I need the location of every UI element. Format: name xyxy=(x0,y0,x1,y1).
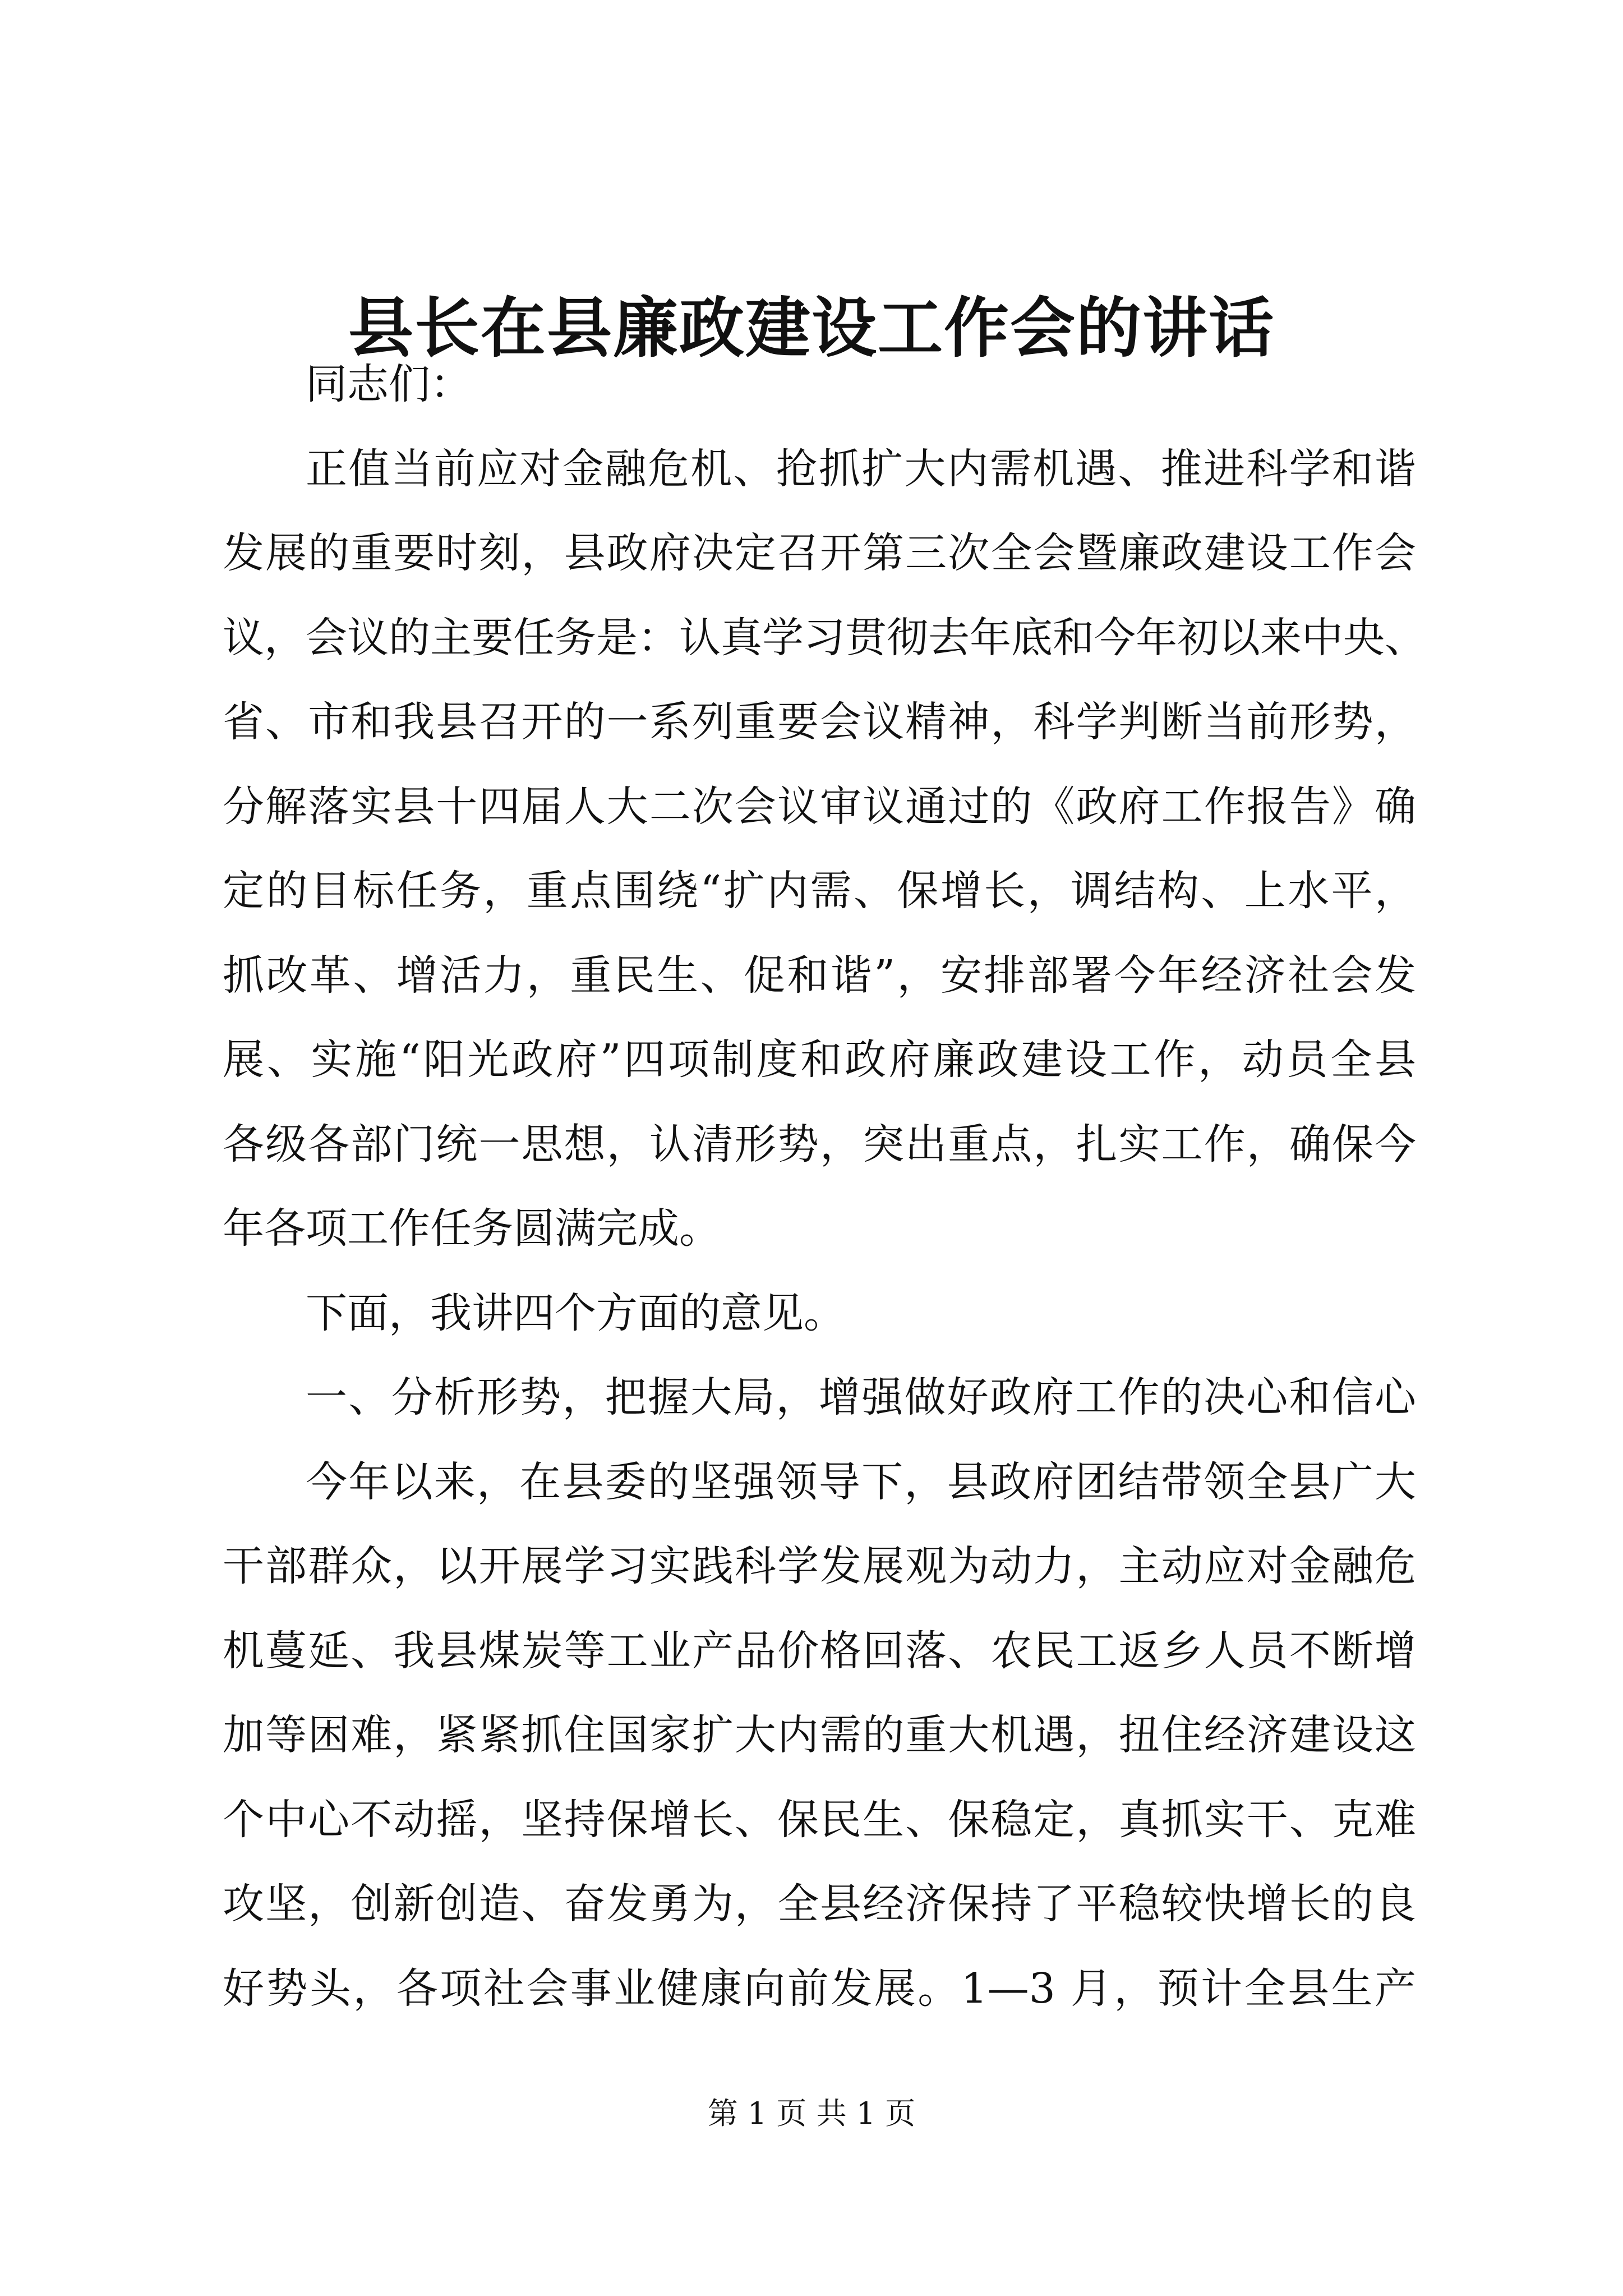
body-line: 好势头，各项社会事业健康向前发展。1—3 月，预计全县生产 xyxy=(223,1964,1416,2013)
body-line: 定的目标任务，重点围绕“扩内需、保增长，调结构、上水平， xyxy=(223,867,1416,915)
document-title: 县长在县廉政建设工作会的讲话 xyxy=(348,290,1275,366)
body-line: 发展的重要时刻，县政府决定召开第三次全会暨廉政建设工作会 xyxy=(223,529,1416,577)
body-line: 攻坚，创新创造、奋发勇为，全县经济保持了平稳较快增长的良 xyxy=(223,1880,1416,1928)
body-line: 今年以来，在县委的坚强领导下，县政府团结带领全县广大 xyxy=(306,1457,1416,1506)
page-footer: 第 1 页 共 1 页 xyxy=(707,2096,916,2131)
body-line: 年各项工作任务圆满完成。 xyxy=(223,1204,721,1253)
body-line: 省、市和我县召开的一系列重要会议精神，科学判断当前形势， xyxy=(223,698,1416,746)
body-line: 正值当前应对金融危机、抢抓扩大内需机遇、推进科学和谐 xyxy=(306,444,1416,493)
body-line: 个中心不动摇，坚持保增长、保民生、保稳定，真抓实干、克难 xyxy=(223,1795,1416,1844)
document-body xyxy=(223,342,1426,2031)
body-line: 各级各部门统一思想，认清形势，突出重点，扎实工作，确保今 xyxy=(223,1120,1416,1168)
body-line: 下面，我讲四个方面的意见。 xyxy=(306,1289,845,1337)
body-line: 抓改革、增活力，重民生、促和谐”，安排部署今年经济社会发 xyxy=(223,951,1416,1000)
salutation-line: 同志们： xyxy=(306,360,472,408)
body-line: 分解落实县十四届人大二次会议审议通过的《政府工作报告》确 xyxy=(223,782,1416,831)
body-line: 干部群众，以开展学习实践科学发展观为动力，主动应对金融危 xyxy=(223,1542,1416,1590)
body-line: 议，会议的主要任务是：认真学习贯彻去年底和今年初以来中央、 xyxy=(223,613,1426,662)
body-line: 加等困难，紧紧抓住国家扩大内需的重大机遇，扭住经济建设这 xyxy=(223,1711,1416,1759)
body-line: 机蔓延、我县煤炭等工业产品价格回落、农民工返乡人员不断增 xyxy=(223,1626,1416,1675)
section-heading: 一、分析形势，把握大局，增强做好政府工作的决心和信心 xyxy=(306,1373,1416,1421)
body-line: 展、实施“阳光政府”四项制度和政府廉政建设工作，动员全县 xyxy=(223,1036,1416,1084)
